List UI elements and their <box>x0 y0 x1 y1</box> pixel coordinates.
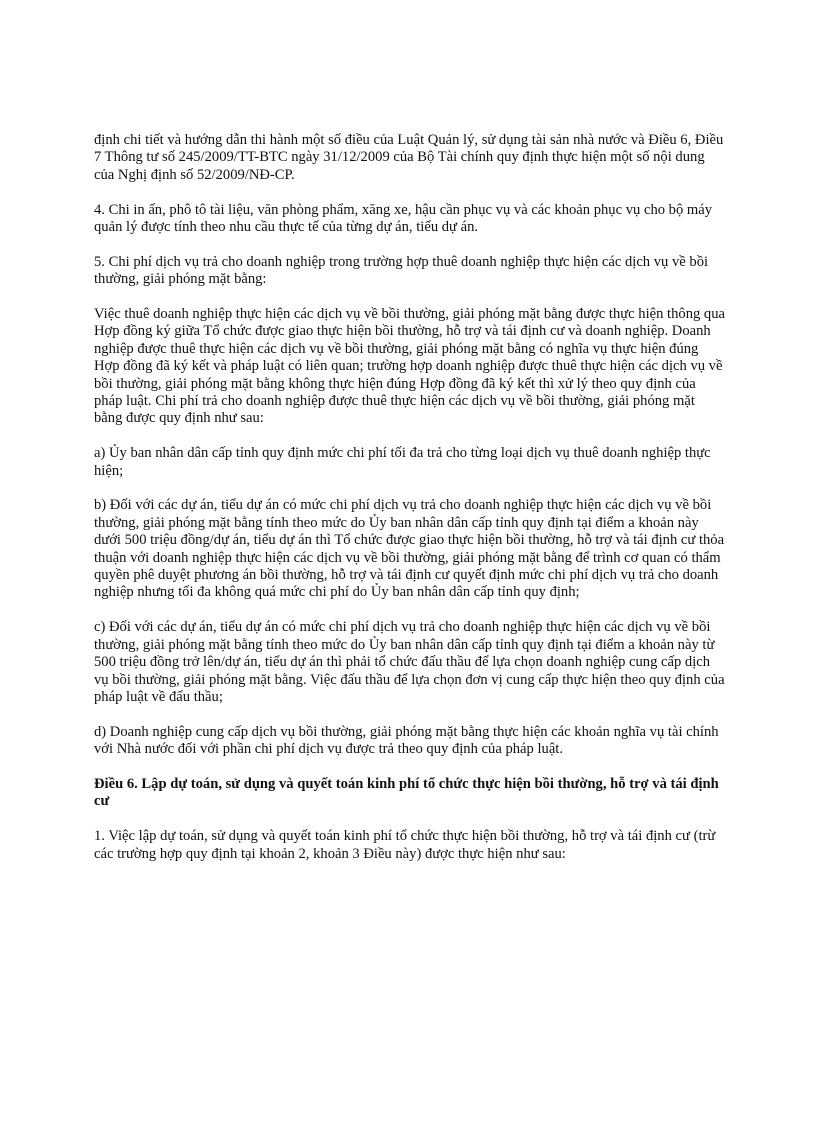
paragraph-point-a: a) Ủy ban nhân dân cấp tỉnh quy định mức chi phí tối đa trả cho từng loại dịch vụ thuê doanh nghiệp thực hiện; <box>94 445 711 479</box>
article-6-heading: Điều 6. Lập dự toán, sử dụng và quyết toán kinh phí tổ chức thực hiện bồi thường, hỗ trợ và tái định cư <box>94 775 719 810</box>
paragraph-item-4: 4. Chi in ấn, phô tô tài liệu, văn phòng phẩm, xăng xe, hậu cần phục vụ và các khoản phục vụ cho bộ máy quản lý được tính theo nhu cầu thực tế của từng dự án, tiểu dự án. <box>94 201 713 236</box>
paragraph-point-b: b) Đối với các dự án, tiểu dự án có mức chi phí dịch vụ trả cho doanh nghiệp thực hiện các dịch vụ về bồi thường, giải phóng mặt bằng tính theo mức do Ủy ban nhân dân cấp tỉnh quy định tại điểm a khoản này dưới 500 triệu đồng/dự án, tiểu dự án thì Tổ chức được giao thực hiện bồi thường, hỗ trợ và tái định cư thỏa thuận với doanh nghiệp thực hiện các dịch vụ về bồi thường, giải phóng mặt bằng để trình cơ quan có thẩm quyền phê duyệt phương án bồi thường, hỗ trợ và tái định cư quyết định mức chi phí dịch vụ trả cho doanh nghiệp nhưng tối đa không quá mức chi phí do Ủy ban nhân dân cấp tỉnh quy định; <box>94 497 725 601</box>
paragraph-continuation: định chi tiết và hướng dẫn thi hành một số điều của Luật Quản lý, sử dụng tài sản nhà nước và Điều 6, Điều 7 Thông tư số 245/2009/TT-BTC ngày 31/12/2009 của Bộ Tài chính quy định thực hiện một số nội dung của Nghị định số 52/2009/NĐ-CP. <box>94 132 724 183</box>
document-page <box>94 132 726 880</box>
paragraph-point-c: c) Đối với các dự án, tiểu dự án có mức chi phí dịch vụ trả cho doanh nghiệp thực hiện các dịch vụ về bồi thường, giải phóng mặt bằng tính theo mức do Ủy ban nhân dân cấp tỉnh quy định tại điểm a khoản này từ 500 triệu đồng trở lên/dự án, tiểu dự án thì phải tổ chức đấu thầu để lựa chọn doanh nghiệp cung cấp dịch vụ bồi thường, giải phóng mặt bằng. Việc đấu thầu để lựa chọn đơn vị cung cấp thực hiện theo quy định của pháp luật về đấu thầu; <box>94 619 725 705</box>
paragraph-hiring-enterprise: Việc thuê doanh nghiệp thực hiện các dịch vụ về bồi thường, giải phóng mặt bằng được thực hiện thông qua Hợp đồng ký giữa Tổ chức được giao thực hiện bồi thường, hỗ trợ và tái định cư và doanh nghiệp. Doanh nghiệp được thuê thực hiện các dịch vụ về bồi thường, giải phóng mặt bằng có nghĩa vụ thực hiện đúng Hợp đồng đã ký kết và pháp luật có liên quan; trường hợp doanh nghiệp được thuê thực hiện các dịch vụ về bồi thường, giải phóng mặt bằng không thực hiện đúng Hợp đồng đã ký kết thì xử lý theo quy định của pháp luật. Chi phí trả cho doanh nghiệp được thuê thực hiện các dịch vụ về bồi thường, giải phóng mặt bằng được quy định như sau: <box>94 306 726 427</box>
paragraph-item-5: 5. Chi phí dịch vụ trả cho doanh nghiệp trong trường hợp thuê doanh nghiệp thực hiện các dịch vụ về bồi thường, giải phóng mặt bằng: <box>94 253 709 288</box>
paragraph-point-d: d) Doanh nghiệp cung cấp dịch vụ bồi thường, giải phóng mặt bằng thực hiện các khoản nghĩa vụ tài chính với Nhà nước đối với phần chi phí dịch vụ được trả theo quy định của pháp luật. <box>94 723 719 758</box>
paragraph-article-6-item-1: 1. Việc lập dự toán, sử dụng và quyết toán kinh phí tổ chức thực hiện bồi thường, hỗ trợ và tái định cư (trừ các trường hợp quy định tại khoản 2, khoản 3 Điều này) được thực hiện như sau: <box>94 828 716 862</box>
